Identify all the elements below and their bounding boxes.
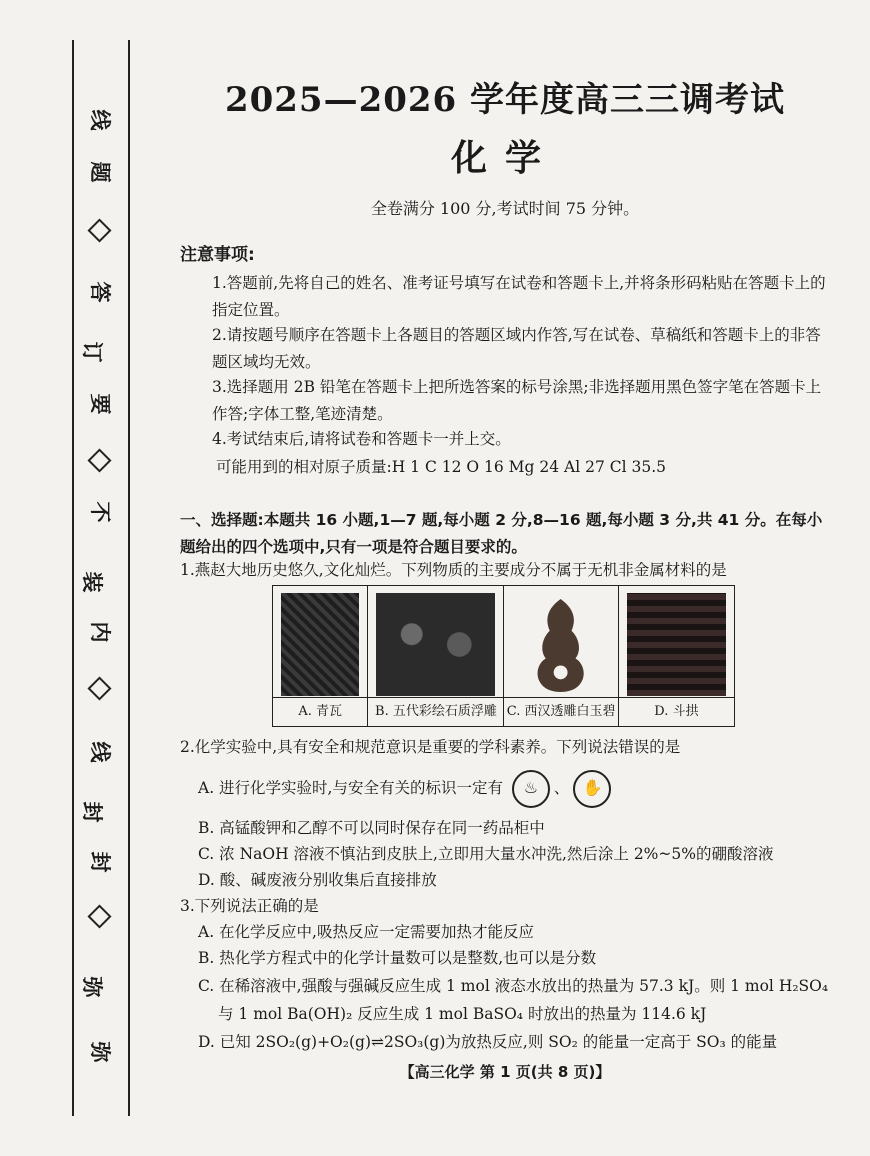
option-c-cell	[504, 586, 618, 726]
question-3-option-c-line1: C. 在稀溶液中,强酸与强碱反应生成 1 mol 液态水放出的热量为 57.3 kJ。则 1 mol H₂SO₄	[198, 977, 829, 995]
binding-margin-char: 线	[88, 109, 112, 131]
question-2-option-d: D. 酸、碱废液分别收集后直接排放	[198, 871, 437, 889]
question-2-stem: 2.化学实验中,具有安全和规范意识是重要的学科素养。下列说法错误的是	[180, 738, 681, 756]
option-d-caption: D. 斗拱	[619, 697, 734, 726]
exam-title: 2025—2026 学年度高三三调考试	[224, 80, 786, 120]
question-3-option-d: D. 已知 2SO₂(g)+O₂(g)⇌2SO₃(g)为放热反应,则 SO₂ 的能量一定高于 SO₃ 的能量	[198, 1033, 778, 1051]
note-item: 2.请按题号顺序在答题卡上各题目的答题区域内作答,写在试卷、草稿纸和答题卡上的非答题区域均无效。	[212, 326, 821, 371]
question-2-option-c: C. 浓 NaOH 溶液不慎沾到皮肤上,立即用大量水冲洗,然后涂上 2%~5%的硼酸溶液	[198, 845, 774, 863]
question-2-option-a: A. 进行化学实验时,与安全有关的标识一定有 ♨ 、 ✋	[198, 770, 838, 808]
wash-hands-icon: ✋	[573, 770, 611, 808]
option-a-caption: A. 青瓦	[273, 697, 367, 726]
hot-surface-icon: ♨	[512, 770, 550, 808]
option-b-caption: B. 五代彩绘石质浮雕	[368, 697, 503, 726]
diamond-marker-icon	[87, 218, 111, 242]
question-1-stem: 1.燕赵大地历史悠久,文化灿烂。下列物质的主要成分不属于无机非金属材料的是	[180, 561, 727, 579]
section-heading: 一、选择题:本题共 16 小题,1—7 题,每小题 2 分,8—16 题,每小题 3 分,共 41 分。在每小题给出的四个选项中,只有一项是符合题目要求的。	[180, 511, 823, 556]
binding-line-outer	[72, 40, 74, 1116]
binding-margin-char: 答	[88, 281, 112, 303]
stone-relief-image	[376, 593, 495, 696]
diamond-marker-icon	[87, 904, 111, 928]
subject-title: 化学	[450, 138, 559, 179]
note-item: 4.考试结束后,请将试卷和答题卡一并上交。	[212, 430, 511, 448]
question-3-option-a: A. 在化学反应中,吸热反应一定需要加热才能反应	[198, 923, 534, 941]
jade-bi-image	[512, 593, 609, 695]
binding-margin-char: 弥	[88, 1041, 112, 1063]
binding-margin-char: 封	[80, 801, 104, 823]
binding-margin-char: 不	[88, 501, 112, 523]
binding-margin-char: 弥	[80, 976, 104, 998]
option-c-caption: C. 西汉透雕白玉碧	[504, 697, 617, 726]
notes-title: 注意事项:	[180, 245, 255, 265]
binding-line-inner	[128, 40, 130, 1116]
page-footer: 【高三化学 第 1 页(共 8 页)】	[399, 1063, 611, 1081]
question-3-option-b: B. 热化学方程式中的化学计量数可以是整数,也可以是分数	[198, 949, 597, 967]
binding-margin-char: 要	[88, 393, 112, 415]
binding-margin-char: 封	[88, 851, 112, 873]
dougong-image	[627, 593, 726, 696]
binding-margin-char: 题	[88, 161, 112, 183]
score-info: 全卷满分 100 分,考试时间 75 分钟。	[370, 199, 640, 218]
atomic-masses: 可能用到的相对原子质量:H 1 C 12 O 16 Mg 24 Al 27 Cl 35.5	[216, 458, 667, 476]
question-1-image-table	[272, 585, 735, 727]
binding-margin-char: 订	[80, 341, 104, 363]
binding-margin-char: 内	[88, 621, 112, 643]
option-d-cell	[619, 586, 734, 726]
option-a-cell	[273, 586, 368, 726]
option-b-cell	[368, 586, 504, 726]
binding-margin-char: 线	[88, 741, 112, 763]
note-item: 1.答题前,先将自己的姓名、准考证号填写在试卷和答题卡上,并将条形码粘贴在答题卡上的指定位置。	[212, 274, 826, 319]
question-3-stem: 3.下列说法正确的是	[180, 897, 319, 915]
question-3-option-c-line2: 与 1 mol Ba(OH)₂ 反应生成 1 mol BaSO₄ 时放出的热量为 114.6 kJ	[218, 1005, 707, 1023]
question-2-option-b: B. 高锰酸钾和乙醇不可以同时保存在同一药品柜中	[198, 819, 545, 837]
question-2-option-a-text: A. 进行化学实验时,与安全有关的标识一定有	[198, 779, 503, 797]
binding-margin-char: 装	[80, 571, 104, 593]
diamond-marker-icon	[87, 448, 111, 472]
diamond-marker-icon	[87, 676, 111, 700]
note-item: 3.选择题用 2B 铅笔在答题卡上把所选答案的标号涂黑;非选择题用黑色签字笔在答题卡上作答;字体工整,笔迹清楚。	[212, 378, 822, 423]
green-tile-image	[281, 593, 359, 696]
